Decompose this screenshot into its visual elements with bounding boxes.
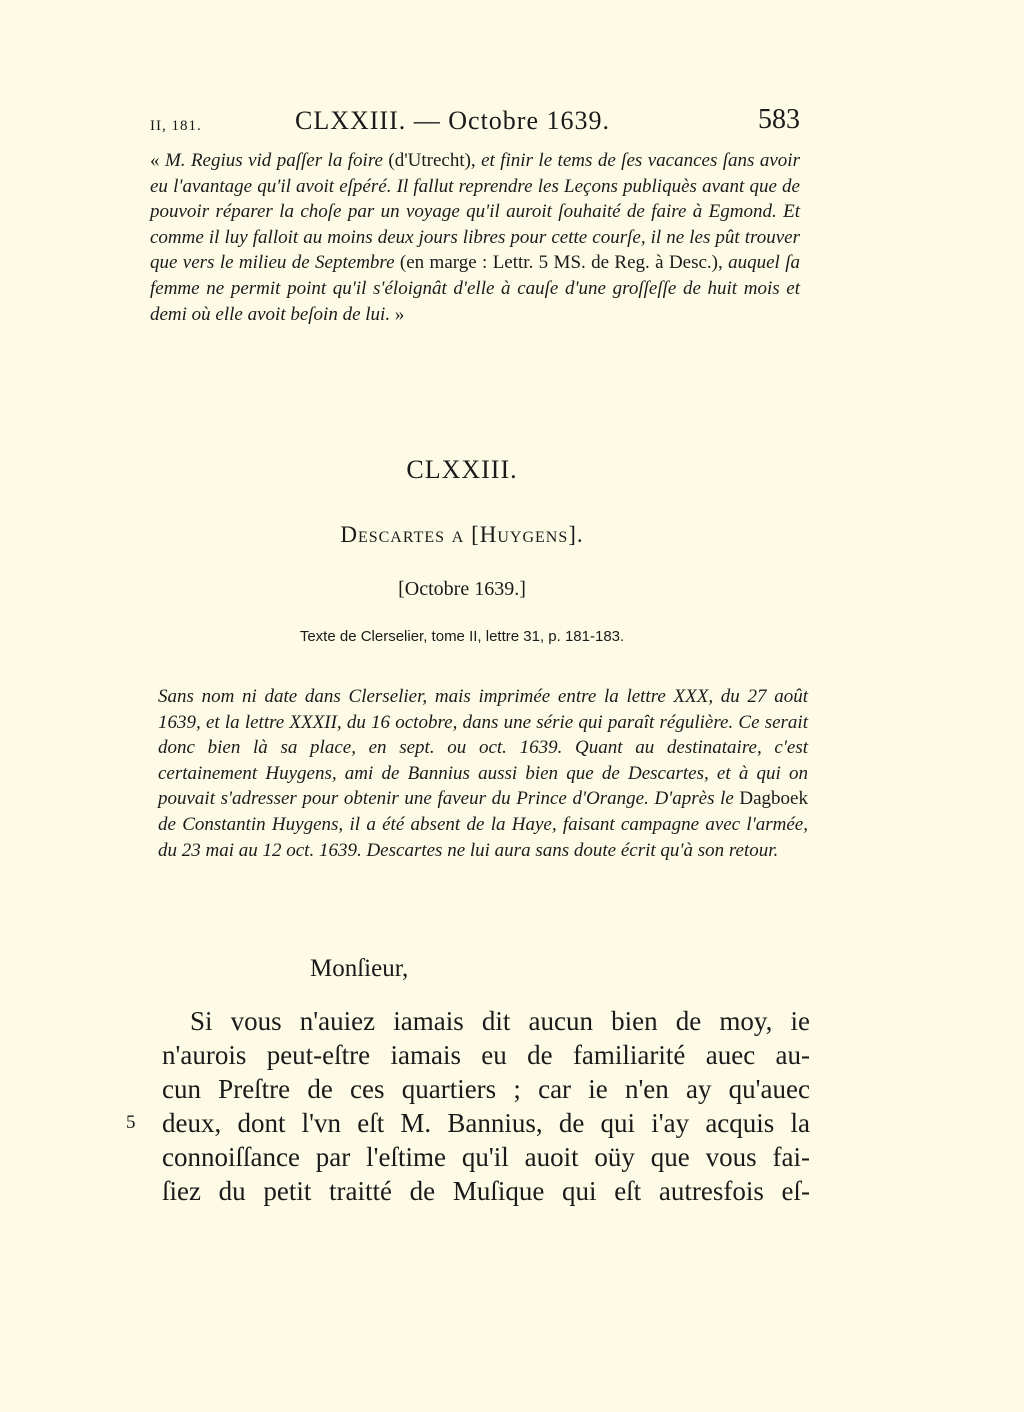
running-header xyxy=(150,104,800,144)
note-segment: de Constantin Huygens, il a été absent de la Haye, faisant campagne avec l'armée, du 23 mai au 12 oct. 1639. Descartes ne lui aura sans doute écrit qu'à son retour. xyxy=(158,813,808,861)
body-line: Si vous n'auiez iamais dit aucun bien de moy, ie xyxy=(190,1006,810,1036)
quote-segment: auquel ſa femme ne permit point qu'il s'éloignât d'elle à cauſe d'une groſſeſſe de huit mois et demi où elle avoit beſoin de lui. xyxy=(150,252,800,325)
baillet-quotation xyxy=(150,148,800,327)
quote-segment: » xyxy=(394,303,405,325)
body-line: ſiez du petit traitté de Muſique qui eſt autresfois eſ- xyxy=(162,1176,810,1206)
letter-date: [Octobre 1639.] xyxy=(398,578,526,600)
quotation-paragraph xyxy=(150,148,800,327)
letter-source: Texte de Clerselier, tome II, lettre 31, p. 181-183. xyxy=(299,628,625,645)
header-title: CLXXIII. — Octobre 1639. xyxy=(295,106,610,135)
quote-segment: M. Regius vid paſſer la foire xyxy=(164,150,389,171)
letter-number: CLXXIII. xyxy=(406,455,518,484)
line-number: 5 xyxy=(126,1112,136,1133)
quote-segment: « xyxy=(150,150,165,171)
body-line: connoiſſance par l'eſtime qu'il auoit oüy que vous fai- xyxy=(162,1142,810,1172)
editorial-note-paragraph xyxy=(158,684,808,863)
body-line: deux, dont l'vn eſt M. Bannius, de qui i'ay acquis la xyxy=(162,1108,810,1138)
header-reference: II, 181. xyxy=(150,118,202,134)
page-number: 583 xyxy=(758,104,800,135)
letter-heading: Descartes a [Huygens]. xyxy=(340,522,584,547)
editorial-note xyxy=(158,684,808,863)
quote-segment: et finir le tems de ſes vacances ſans avoir eu l'avantage qu'il avoit eſpéré. Il fallut reprendre les Leçons publiquès avant que de pouvoir réparer la choſe par un voyage qu'il auroit ſouhaité de faire à Egmond. Et comme il luy falloit au moins deux jours libres pour cette courſe, il ne les pût trouver que vers le milieu de Septembre xyxy=(150,150,800,274)
body-line: cun Preſtre de ces quartiers ; car ie n'en ay qu'auec xyxy=(162,1074,810,1104)
quote-segment: (en marge : Lettr. 5 MS. de Reg. à Desc.), xyxy=(399,252,729,274)
note-segment: Dagboek xyxy=(739,788,808,810)
salutation: Monſieur, xyxy=(310,955,409,982)
body-line: n'aurois peut-eſtre iamais eu de familiarité auec au- xyxy=(162,1040,810,1070)
note-segment: Sans nom ni date dans Clerselier, mais imprimée entre la lettre XXX, du 27 août 1639, et la lettre XXXII, du 16 octobre, dans une série qui paraît régulière. Ce serait donc bien là sa place, en sept. ou oct. 1639. Quant au destinataire, c'est certainement Huygens, ami de Bannius aussi bien que de Descartes, et à qui on pouvait s'adresser pour obtenir une faveur du Prince d'Orange. D'après le xyxy=(158,686,808,810)
quote-segment: (d'Utrecht), xyxy=(388,150,482,171)
letter-body xyxy=(162,1004,810,1208)
